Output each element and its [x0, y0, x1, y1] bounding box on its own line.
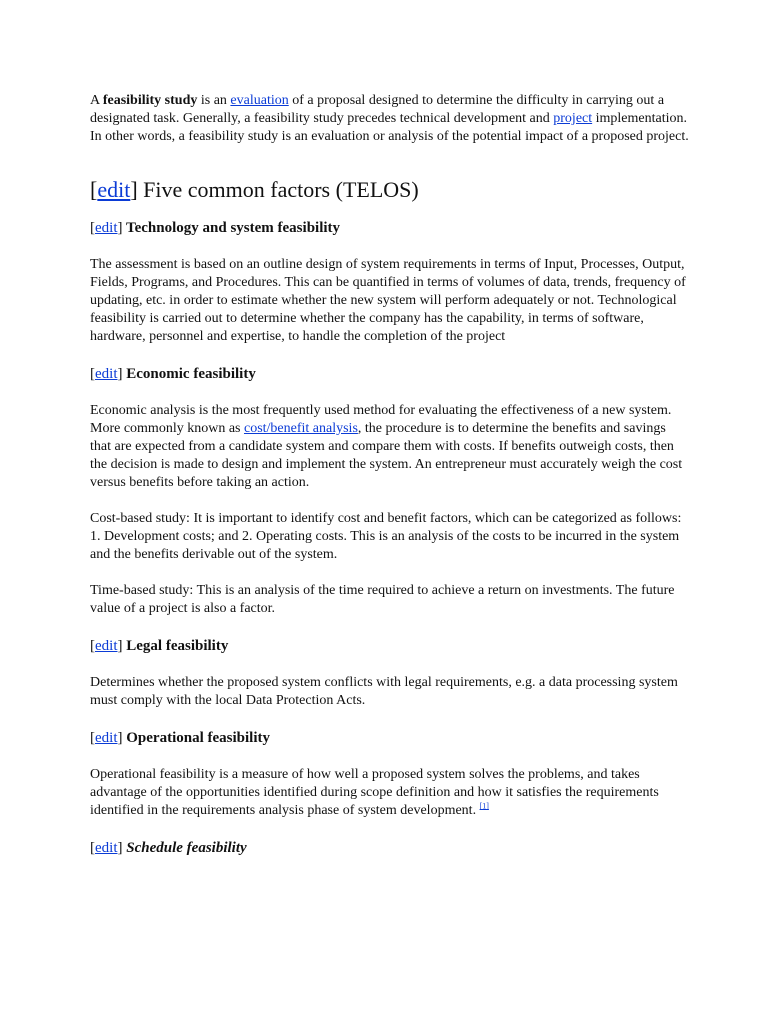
economic-paragraph-1	[90, 402, 690, 492]
operational-text: Operational feasibility is a measure of how well a proposed system solves the problems, and takes advantage of the opportunities identified during scope definition and how it satisfies the requirements identified in the requirements analysis phase of system development.	[90, 767, 659, 818]
bracket-close: ]	[117, 638, 123, 654]
operational-paragraph	[90, 766, 690, 820]
subheading-title: Economic feasibility	[122, 366, 256, 382]
intro-text-3: implementation. In other words, a feasibility study is an evaluation or analysis of the potential impact of a proposed project.	[90, 111, 689, 144]
article-content	[90, 92, 690, 876]
bracket-close: ]	[117, 366, 123, 382]
bracket-open: [	[90, 730, 95, 746]
reference-link-1[interactable]: [1]	[479, 801, 489, 811]
reference-superscript	[480, 801, 489, 810]
edit-link-economic[interactable]: edit	[95, 366, 118, 382]
economic-paragraph-3: Time-based study: This is an analysis of the time required to achieve a return on investments. The future value of a project is also a factor.	[90, 583, 675, 616]
edit-link-legal[interactable]: edit	[95, 638, 118, 654]
bracket-open: [	[90, 840, 95, 856]
subheading-economic	[90, 364, 690, 384]
intro-paragraph	[90, 92, 690, 146]
subheading-legal	[90, 636, 690, 656]
subheading-title: Legal feasibility	[122, 638, 229, 654]
bracket-open: [	[90, 366, 95, 382]
bracket-close: ]	[117, 730, 123, 746]
economic-text-1: Economic analysis is the most frequently used method for evaluating the effectiveness of a new system. More commonly known as	[90, 403, 672, 436]
link-evaluation[interactable]: evaluation	[230, 93, 289, 108]
subheading-title: Schedule feasibility	[122, 840, 247, 856]
intro-bold-term: feasibility study	[102, 93, 198, 108]
intro-text-2: of a proposal designed to determine the difficulty in carrying out a designated task. Generally, a feasibility study precedes technical development and	[90, 93, 665, 126]
subheading-title: Technology and system feasibility	[122, 220, 341, 236]
subheading-schedule	[90, 838, 690, 858]
bracket-close: ]	[117, 840, 123, 856]
legal-paragraph: Determines whether the proposed system conflicts with legal requirements, e.g. a data processing system must comply with the local Data Protection Acts.	[90, 675, 678, 708]
subheading-title: Operational feasibility	[122, 730, 270, 746]
link-cost-benefit-analysis[interactable]: cost/benefit analysis	[243, 421, 358, 436]
subheading-operational	[90, 728, 690, 748]
edit-link-schedule[interactable]: edit	[95, 840, 118, 856]
bracket-open: [	[90, 220, 95, 236]
economic-text-2: , the procedure is to determine the benefits and savings that are expected from a candidate system and compare them with costs. If benefits outweigh costs, then the decision is made to design and implement the system. An entrepreneur must accurately weigh the cost versus benefits before taking an action.	[90, 421, 683, 490]
bracket-open: [	[90, 177, 98, 202]
bracket-close: ]	[130, 177, 138, 202]
edit-link-operational[interactable]: edit	[95, 730, 118, 746]
subheading-technology	[90, 218, 690, 238]
bracket-open: [	[90, 638, 95, 654]
edit-link-technology[interactable]: edit	[95, 220, 118, 236]
intro-text-1: is an	[197, 93, 231, 108]
section-title: Five common factors (TELOS)	[137, 177, 419, 202]
economic-paragraph-2: Cost-based study: It is important to identify cost and benefit factors, which can be categorized as follows: 1. Development costs; and 2. Operating costs. This is an analysis of the costs to be incurred in the system and the benefits derivable out of the system.	[90, 511, 682, 562]
intro-prefix: A	[90, 93, 103, 108]
technology-paragraph: The assessment is based on an outline design of system requirements in terms of Input, Processes, Output, Fields, Programs, and Procedures. This can be quantified in terms of volumes of data, trends, frequency of updating, etc. in order to estimate whether the new system will perform adequately or not. Technological feasibility is carried out to determine whether the company has the capability, in terms of software, hardware, personnel and expertise, to handle the completion of the project	[90, 257, 686, 344]
link-project[interactable]: project	[553, 111, 593, 126]
section-heading-telos	[90, 176, 690, 204]
edit-link-telos[interactable]: edit	[97, 177, 131, 202]
bracket-close: ]	[117, 220, 123, 236]
